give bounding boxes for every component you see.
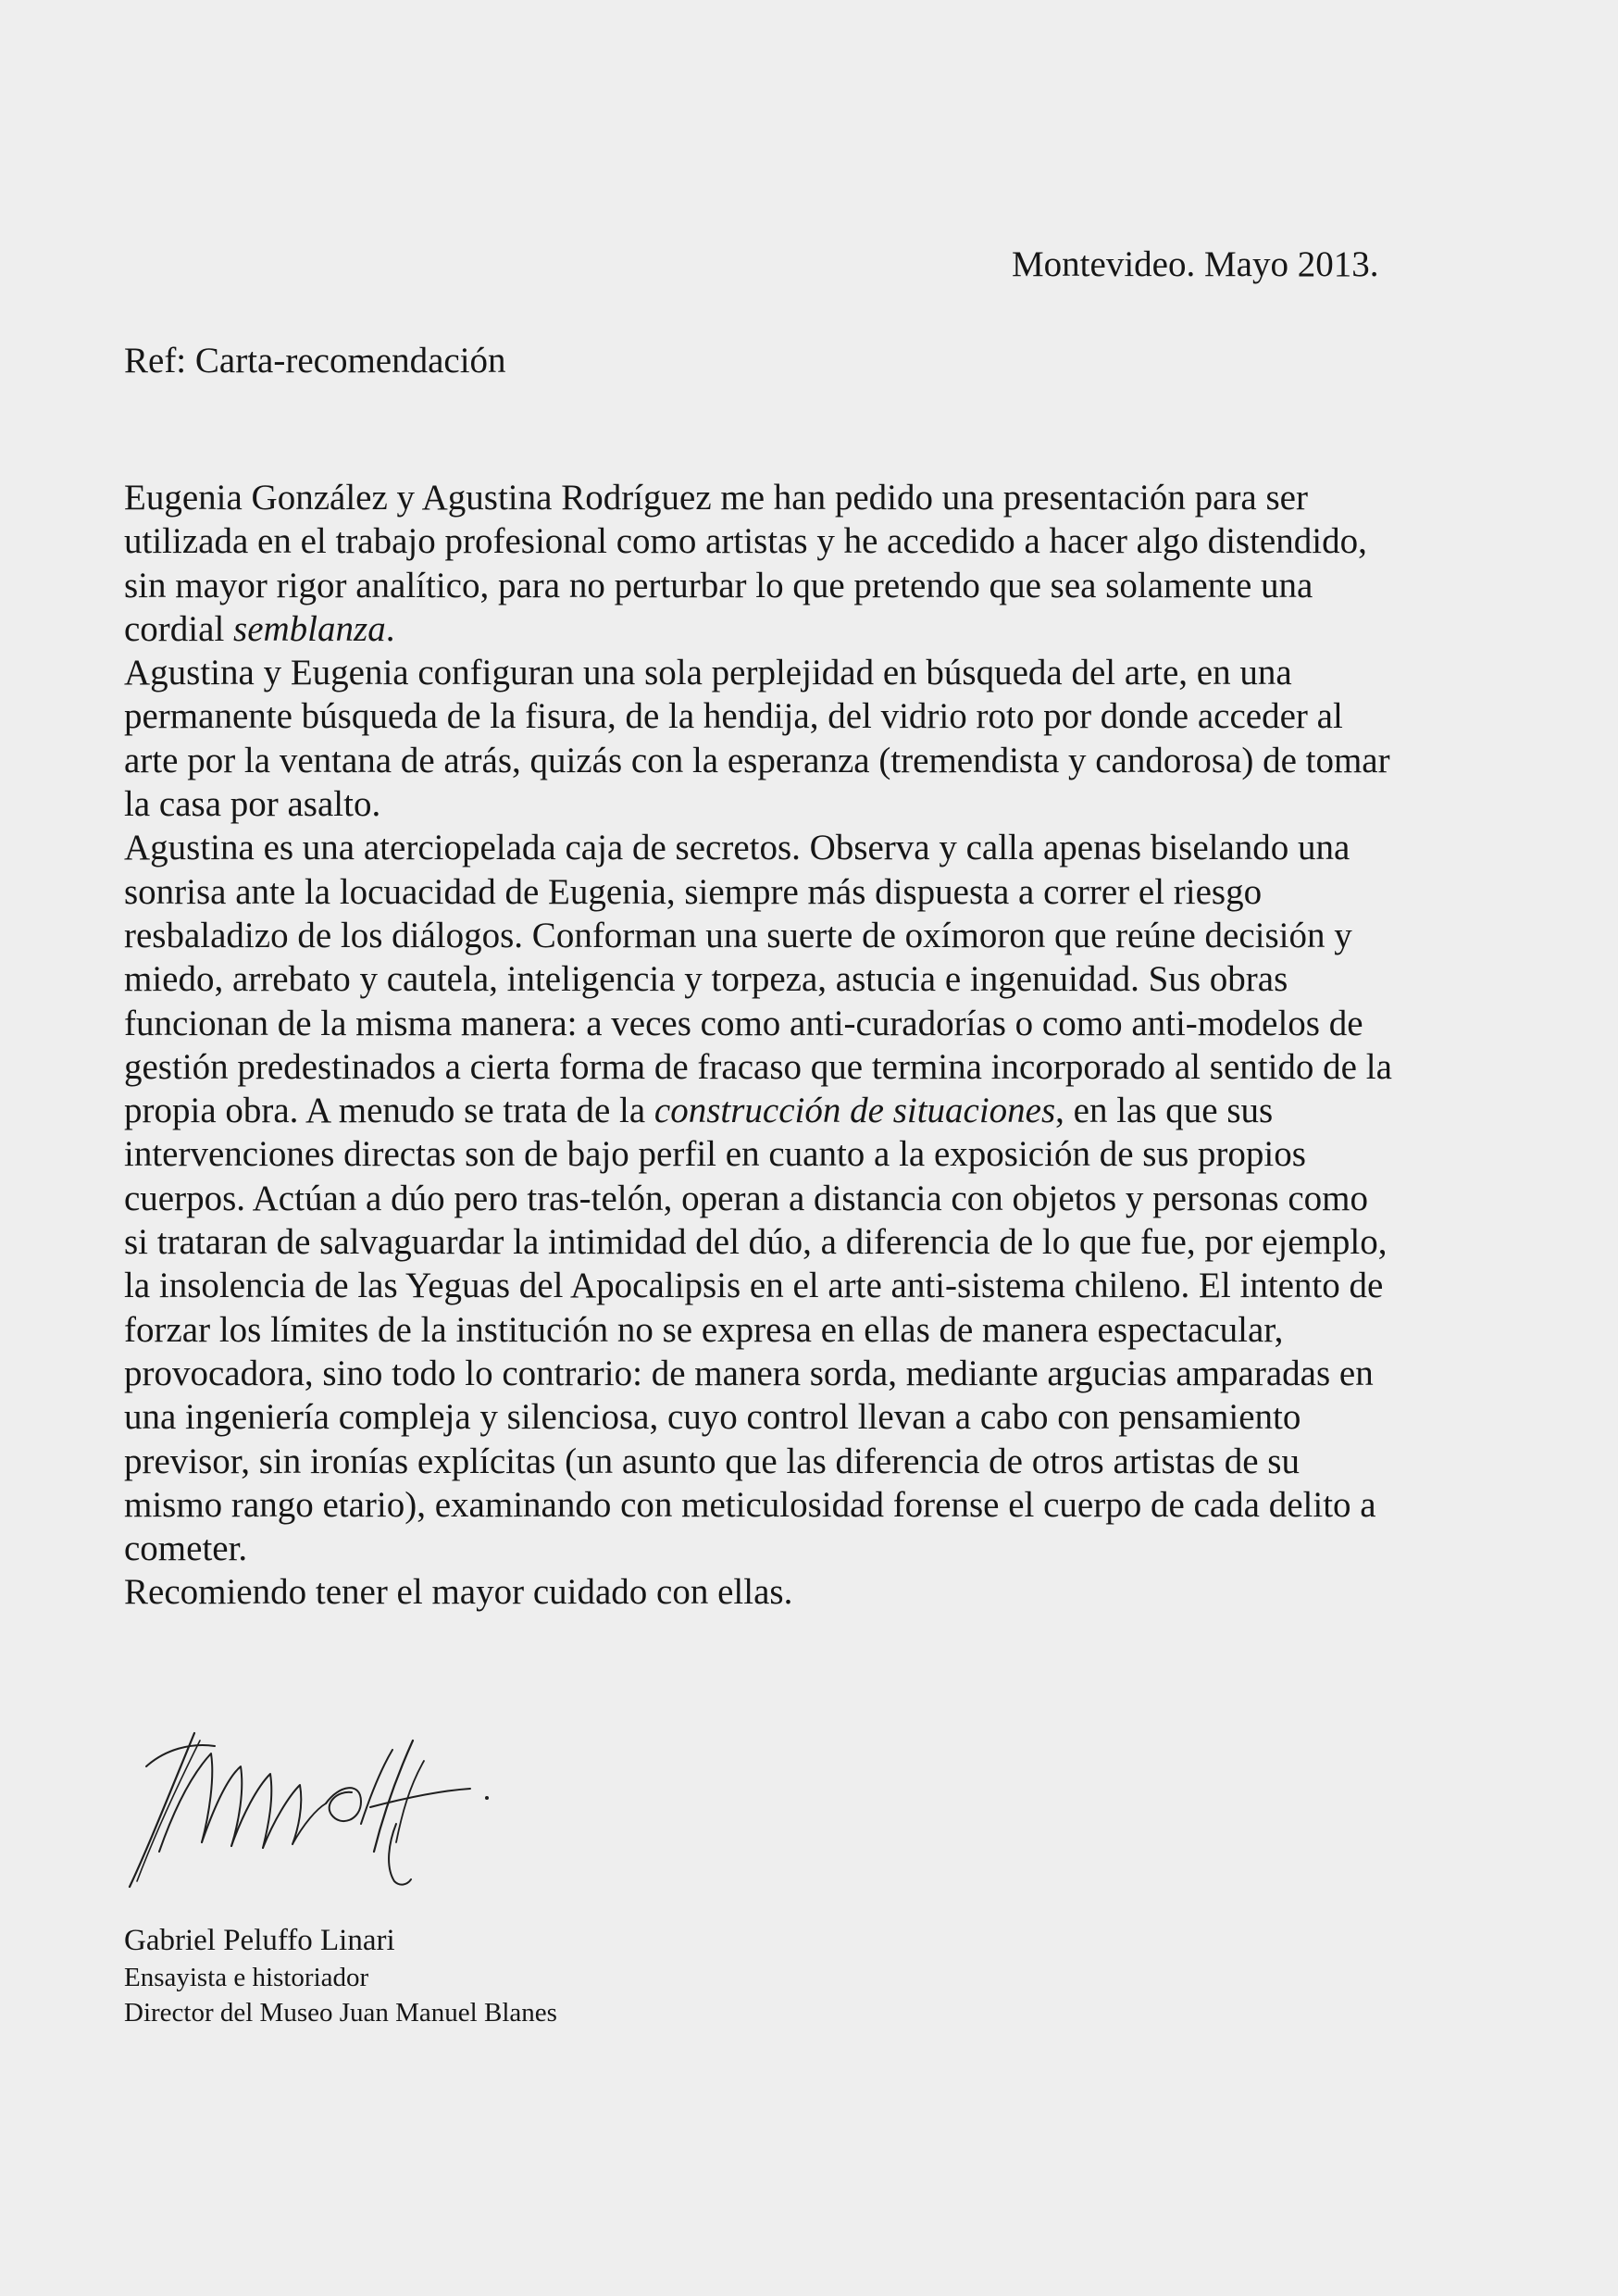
body-line: mismo rango etario), examinando con meticulosidad forense el cuerpo de cada delito a xyxy=(124,1484,1376,1525)
body-line: la casa por asalto. xyxy=(124,784,381,825)
body-line: sin mayor rigor analítico, para no perturbar lo que pretendo que sea solamente una xyxy=(124,565,1313,605)
emphasis-semblanza: semblanza xyxy=(233,608,386,649)
body-line: miedo, arrebato y cautela, inteligencia y torpeza, astucia e ingenuidad. Sus obras xyxy=(124,959,1288,1000)
body-line: sonrisa ante la locuacidad de Eugenia, siempre más dispuesta a correr el riesgo xyxy=(124,871,1263,912)
body-line: Agustina es una aterciopelada caja de secretos. Observa y calla apenas biselando una xyxy=(124,828,1350,868)
body-line: si trataran de salvaguardar la intimidad del dúo, a diferencia de lo que fue, por ejemplo, xyxy=(124,1222,1388,1263)
body-line xyxy=(124,607,1512,651)
body-text-segment: . xyxy=(385,608,395,649)
body-line: forzar los límites de la institución no se expresa en ellas de manera espectacular, xyxy=(124,1309,1284,1350)
body-line xyxy=(124,1089,1512,1132)
body-line: resbaladizo de los diálogos. Conforman una suerte de oxímoron que reúne decisión y xyxy=(124,915,1352,955)
body-line: la insolencia de las Yeguas del Apocalipsis en el arte anti-sistema chileno. El intento de xyxy=(124,1266,1384,1306)
body-text-segment: propia obra. A menudo se trata de la xyxy=(124,1091,654,1131)
body-line: gestión predestinados a cierta forma de fracaso que termina incorporado al sentido de la xyxy=(124,1046,1392,1087)
body-line: arte por la ventana de atrás, quizás con la esperanza (tremendista y candorosa) de tomar xyxy=(124,740,1390,780)
handwritten-signature-icon xyxy=(118,1713,498,1889)
body-line: Eugenia González y Agustina Rodríguez me han pedido una presentación para ser xyxy=(124,478,1308,518)
emphasis-construccion: construcción de situaciones xyxy=(653,1091,1056,1131)
signer-position: Director del Museo Juan Manuel Blanes xyxy=(124,1998,557,2028)
body-line: provocadora, sino todo lo contrario: de manera sorda, mediante argucias amparadas en xyxy=(124,1353,1374,1393)
body-line: previsor, sin ironías explícitas (un asunto que las diferencia de otros artistas de su xyxy=(124,1441,1300,1481)
body-line: una ingeniería compleja y silenciosa, cuyo control llevan a cabo con pensamiento xyxy=(124,1397,1301,1438)
body-text-segment: , en las que sus xyxy=(1055,1091,1274,1131)
letter-date: Montevideo. Mayo 2013. xyxy=(1012,244,1379,284)
body-line: permanente búsqueda de la fisura, de la hendija, del vidrio roto por donde acceder al xyxy=(124,696,1343,737)
body-line: Recomiendo tener el mayor cuidado con ellas. xyxy=(124,1572,793,1613)
body-line: utilizada en el trabajo profesional como artistas y he accedido a hacer algo distendido, xyxy=(124,521,1367,562)
letter-reference: Ref: Carta-recomendación xyxy=(124,341,506,381)
body-line: Agustina y Eugenia configuran una sola perplejidad en búsqueda del arte, en una xyxy=(124,653,1292,693)
body-text-segment: cordial xyxy=(124,608,234,649)
body-line: funcionan de la misma manera: a veces como anti-curadorías o como anti-modelos de xyxy=(124,1003,1363,1043)
body-line: intervenciones directas son de bajo perfil en cuanto a la exposición de sus propios xyxy=(124,1134,1306,1175)
letter-body xyxy=(124,476,1512,1615)
body-line: cometer. xyxy=(124,1529,248,1569)
signer-role: Ensayista e historiador xyxy=(124,1963,369,1992)
signer-name: Gabriel Peluffo Linari xyxy=(124,1924,395,1957)
body-line: cuerpos. Actúan a dúo pero tras-telón, operan a distancia con objetos y personas como xyxy=(124,1178,1368,1218)
